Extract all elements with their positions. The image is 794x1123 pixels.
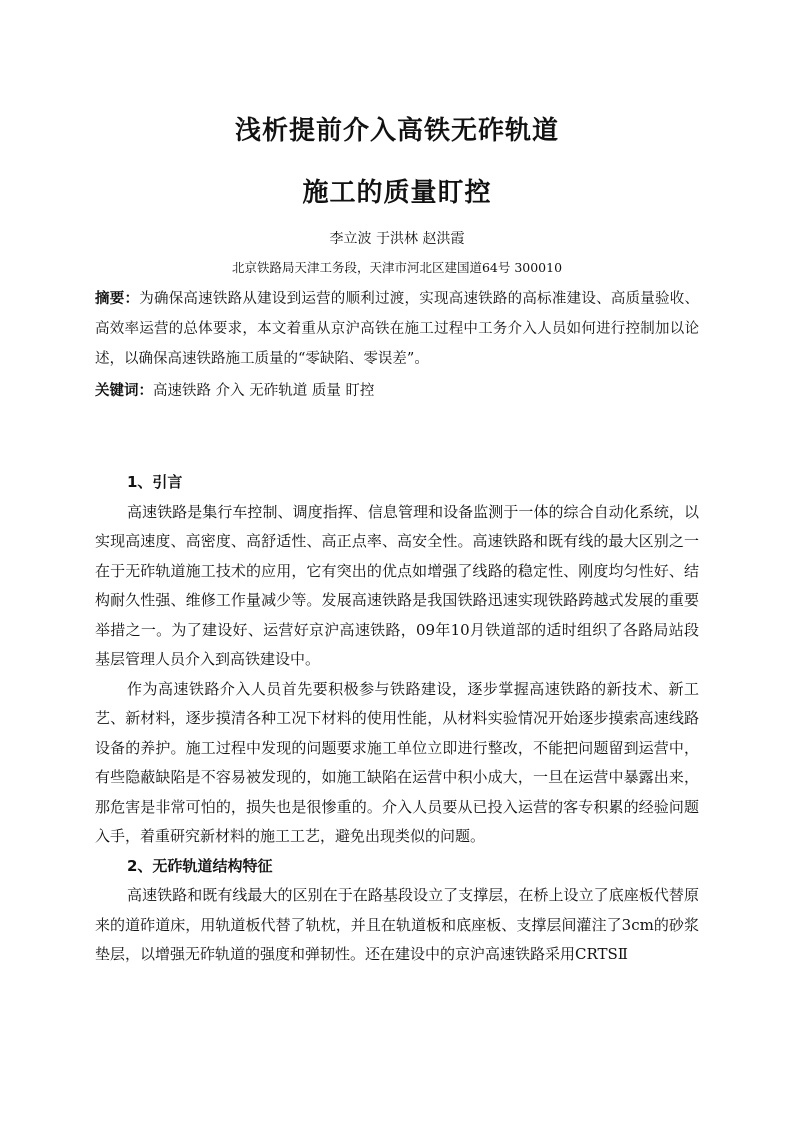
section-heading-intro: 1、引言: [127, 473, 183, 491]
authors: 李立波 于洪林 赵洪霞: [329, 231, 465, 247]
paragraph: 高速铁路是集行车控制、调度指挥、信息管理和设备监测于一体的综合自动化系统，以实现高速度、高密度、高舒适性、高正点率、高安全性。高速铁路和既有线的最大区别之一在于无砟轨道施工技术的应用，它有突出的优点如增强了线路的稳定性、刚度均匀性好、结构耐久性强、维修工作量减少等。发展高速铁路是我国铁路迅速实现铁路跨越式发展的重要举措之一。为了建设好、运营好京沪高速铁路，09年10月铁道部的适时组织了各路局站段基层管理人员介入到高铁建设中。: [95, 502, 699, 668]
section-heading-structure: 2、无砟轨道结构特征: [127, 856, 273, 875]
keywords-label: 关键词：: [95, 383, 153, 399]
keywords-text: 高速铁路 介入 无砟轨道 质量 盯控: [153, 383, 375, 399]
affiliation: 北京铁路局天津工务段，天津市河北区建国道64号 300010: [231, 260, 563, 275]
abstract: [95, 284, 699, 374]
body-text: [95, 468, 699, 970]
paragraph: 高速铁路和既有线最大的区别在于在路基段设立了支撑层，在桥上设立了底座板代替原来的道砟道床，用轨道板代替了轨枕，并且在轨道板和底座板、支撑层间灌注了3cm的砂浆垫层，以增强无砟轨道的强度和弹韧性。还在建设中的京沪高速铁路采用CRTSⅡ: [95, 886, 699, 963]
paragraph: 作为高速铁路介入人员首先要积极参与铁路建设，逐步掌握高速铁路的新技术、新工艺、新材料，逐步摸清各种工况下材料的使用性能，从材料实验情况开始逐步摸索高速线路设备的养护。施工过程中发现的问题要求施工单位立即进行整改，不能把问题留到运营中，有些隐蔽缺陷是不容易被发现的，如施工缺陷在运营中积小成大，一旦在运营中暴露出来，那危害是非常可怕的，损失也是很惨重的。介入人员要从已投入运营的客专积累的经验问题入手，着重研究新材料的施工工艺，避免出现类似的问题。: [95, 679, 699, 845]
keywords: [95, 376, 699, 406]
title-line-1: 浅析提前介入高铁无砟轨道: [234, 116, 559, 146]
abstract-text: 为确保高速铁路从建设到运营的顺利过渡，实现高速铁路的高标准建设、高质量验收、高效率运营的总体要求，本文着重从京沪高铁在施工过程中工务介入人员如何进行控制加以论述，以确保高速铁路施工质量的“零缺陷、零误差”。: [95, 291, 700, 367]
title-line-2: 施工的质量盯控: [302, 178, 492, 208]
abstract-label: 摘要：: [95, 291, 140, 307]
